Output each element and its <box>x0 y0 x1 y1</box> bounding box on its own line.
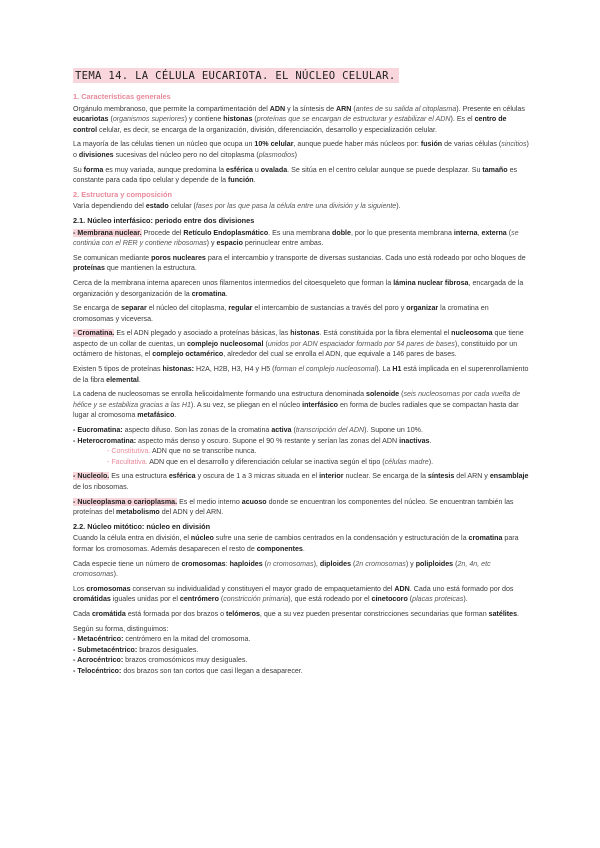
list-item-facultativa: - Facultativa. ADN que en el desarrollo y diferenciación celular se inactiva según el tipo (células madre). <box>107 457 434 466</box>
paragraph-solenoide: La cadena de nucleosomas se enrolla helicoidalmente formando una estructura denominada solenoide (seis nucleosomas por cada vuelta de hélice y se estabiliza gracias a las H1). A su vez, se pliegan en el núcleo interfásico en forma de bucles radiales que se compactan hasta dar lugar al cromosoma metafásico. <box>73 390 521 420</box>
paragraph-cromatina: - Cromatina. Es el ADN plegado y asociado a proteínas básicas, las histonas. Está constituida por la fibra elemental el nucleosoma que tiene aspecto de un collar de cuentas, un complejo nucleosomal (unidos por ADN espaciador formado por 54 pares de bases), constituido por un octámero de histonas, el complejo octamérico, alrededor del cual se enrolla el ADN, que equivale a 146 pares de bases. <box>73 329 524 359</box>
paragraph-separar: Se encarga de separar el núcleo del citoplasma, regular el intercambio de sustancias a través del poro y organizar la cromatina en cromosomas y viceversa. <box>73 304 489 323</box>
list-item-acrocentrico: - Acrocéntrico: brazos cromosómicos muy desiguales. <box>73 656 248 665</box>
paragraph-lamina: Cerca de la membrana interna aparecen unos filamentos intermedios del citoesqueleto que forman la lámina nuclear fibrosa, encargada de la organización y desorganización de la cromatina. <box>73 278 524 298</box>
list-item-heterocromatina: - Heterocromatina: aspecto más denso y oscuro. Supone el 90 % restante y serían las zonas del ADN inactivas. <box>73 436 432 445</box>
highlight-nucleoplasma: - Nucleoplasma o carioplasma. <box>73 497 178 506</box>
paragraph-estado: Varía dependiendo del estado celular (fases por las que pasa la célula entre una división y la siguiente). <box>73 202 401 211</box>
paragraph-nucleolo: - Nucleolo. Es una estructura esférica y oscura de 1 a 3 micras situada en el interior nuclear. Se encarga de la síntesis del ARN y ensamblaje de los ribosomas. <box>73 472 529 491</box>
highlight-nucleolo: - Nucleolo. <box>73 472 110 481</box>
paragraph-division: Cuando la célula entra en división, el núcleo sufre una serie de cambios centrados en la condensación y estructuración de la cromatina para formar los cromosomas. Además desaparecen el resto de componentes. <box>73 534 519 553</box>
document-title: TEMA 14. LA CÉLULA EUCARIOTA. EL NÚCLEO CELULAR. <box>73 68 399 83</box>
paragraph-forma: Su forma es muy variada, aunque predomina la esférica u ovalada. Se sitúa en el centro celular aunque se puede desplazar. Su tamaño es constante para cada tipo celular y depende de la función. <box>73 165 518 185</box>
paragraph-nucleos: La mayoría de las células tienen un núcleo que ocupa un 10% celular, aunque puede haber más núcleos por: fusión de varias células (sincitios) o divisiones sucesivas del núcleo pero no del citoplasma (plasmodios) <box>73 140 529 159</box>
subheading-interfasico: 2.1. Núcleo interfásico: periodo entre dos divisiones <box>73 215 255 225</box>
paragraph-histonas: Existen 5 tipos de proteínas histonas: H2A, H2B, H3, H4 y H5 (forman el complejo nucleosomal). La H1 está implicada en el superenrollamiento de la fibra elemental. <box>73 365 529 384</box>
list-item-telocentrico: - Telocéntrico: dos brazos son tan cortos que casi llegan a desaparecer. <box>73 666 303 675</box>
subheading-mitotico: 2.2. Núcleo mitótico: núcleo en división <box>73 521 211 531</box>
paragraph-cromatida: Cada cromátida está formada por dos brazos o telómeros, que a su vez pueden presentar constricciones secundarias que forman satélites. <box>73 609 520 618</box>
list-item-eucromatina: - Eucromatina: aspecto difuso. Son las zonas de la cromatina activa (transcripción del ADN). Supone un 10%. <box>73 426 423 435</box>
highlight-membrana: - Membrana nuclear. <box>73 228 142 237</box>
paragraph-organulo: Orgánulo membranoso, que permite la compartimentación del ADN y la síntesis de ARN (antes de su salida al citoplasma). Presente en células eucariotas (organismos superiores) y contiene histonas (proteínas que se encargan de estructurar y estabilizar el ADN). Es el centro de control celular, es decir, se encarga de la organización, división, diferenciación, desarrollo y especialización celular. <box>73 104 525 134</box>
highlight-cromatina: - Cromatina. <box>73 329 115 338</box>
paragraph-poros: Se comunican mediante poros nucleares para el intercambio y transporte de diversas sustancias. Cada uno está rodeado por ocho bloques de proteínas que mantienen la estructura. <box>73 253 526 273</box>
section-heading-estructura: 2. Estructura y composición <box>73 189 172 199</box>
section-heading-caracteristicas: 1. Características generales <box>73 92 171 101</box>
list-item-submetacentrico: - Submetacéntrico: brazos desiguales. <box>73 645 199 654</box>
paragraph-membrana: - Membrana nuclear. Procede del Retículo Endoplasmático. Es una membrana doble, por lo que presenta membrana interna, externa (se continúa con el RER y contiene ribosomas) y espacio perinuclear entre ambas. <box>73 228 519 248</box>
paragraph-individualidad: Los cromosomas conservan su individualidad y constituyen el mayor grado de empaquetamiento del ADN. Cada uno está formado por dos cromátidas iguales unidas por el centrómero (constricción primaria), que está rodeado por el cinetocoro (placas proteicas). <box>73 584 514 604</box>
paragraph-especie: Cada especie tiene un número de cromosomas: haploides (n cromosomas), diploides (2n cromosomas) y poliploides (2n, 4n, etc cromosomas). <box>73 559 491 579</box>
document-page <box>73 68 529 677</box>
paragraph-nucleoplasma: - Nucleoplasma o carioplasma. Es el medio interno acuoso donde se encuentran los componentes del núcleo. Se encuentran también las proteínas del metabolismo del ADN y del ARN. <box>73 497 514 517</box>
list-item-constitutiva: - Constitutiva. ADN que no se transcribe nunca. <box>107 447 257 456</box>
paragraph-segun-forma: Según su forma, distinguimos: <box>73 624 169 633</box>
list-item-metacentrico: - Metacéntrico: centrómero en la mitad del cromosoma. <box>73 635 251 644</box>
